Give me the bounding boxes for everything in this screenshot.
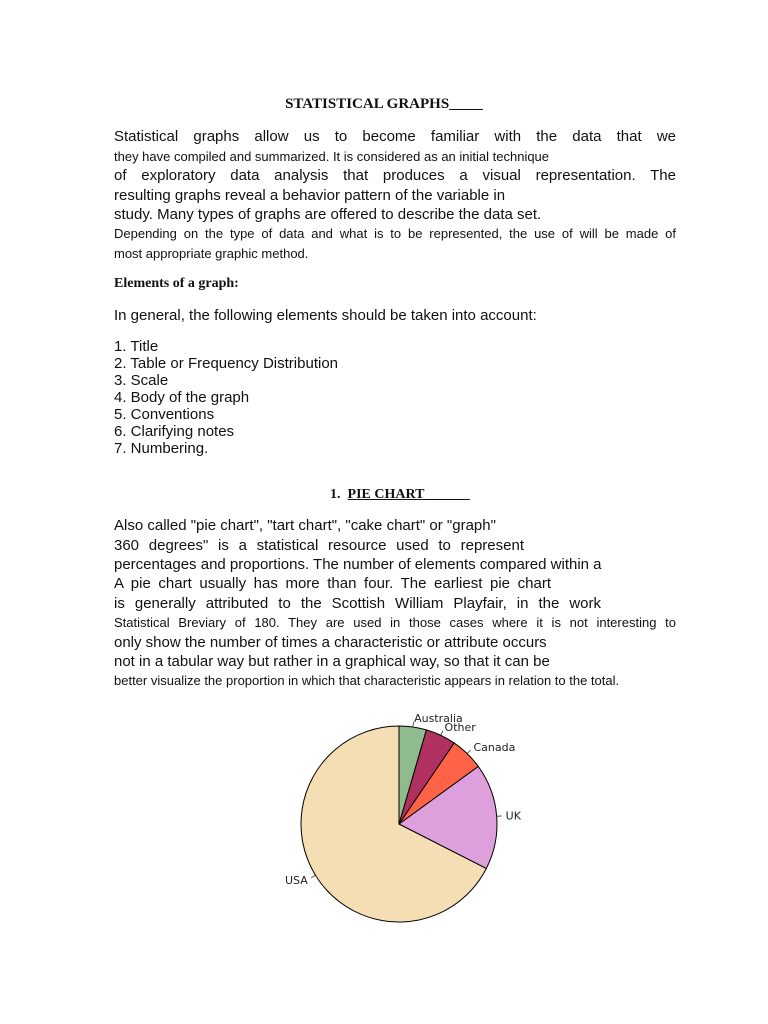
section-line-2: 360 degrees" is a statistical resource used to represent [114, 537, 524, 554]
pie-label-tick [441, 731, 443, 736]
section-line-9: better visualize the proportion in which that characteristic appears in relation to the total. [114, 673, 620, 688]
intro-line-7: most appropriate graphic method. [114, 246, 309, 261]
pie-label-tick [467, 750, 470, 754]
elements-list [114, 338, 338, 457]
section-line-7: only show the number of times a characteristic or attribute occurs [114, 634, 547, 651]
pie-label-tick [311, 875, 315, 878]
section-line-8: not in a tabular way but rather in a graphical way, so that it can be [114, 653, 550, 670]
intro-line-2: they have compiled and summarized. It is considered as an initial technique [114, 149, 550, 164]
section-line-4: A pie chart usually has more than four. The earliest pie chart [114, 575, 551, 592]
intro-line-3: of exploratory data analysis that produces a visual representation. The [114, 167, 676, 184]
section-number: 1. [330, 487, 341, 502]
intro-line-1: Statistical graphs allow us to become familiar with the data that we [114, 128, 676, 145]
pie-label: Other [444, 721, 476, 735]
intro-line-5: study. Many types of graphs are offered to describe the data set. [114, 206, 542, 223]
section-line-3: percentages and proportions. The number of elements compared within a [114, 556, 602, 573]
pie-chart [260, 706, 540, 936]
list-item: 6. Clarifying notes [114, 423, 235, 440]
pie-label: Canada [473, 741, 516, 755]
section-line-5: is generally attributed to the Scottish William Playfair, in the work [114, 595, 601, 612]
section-line-6: Statistical Breviary of 180. They are used in those cases where it is not interesting to [114, 615, 676, 630]
list-item: 5. Conventions [114, 406, 215, 423]
pie-label: Australia [414, 712, 463, 726]
list-item: 3. Scale [114, 372, 169, 389]
list-item: 7. Numbering. [114, 440, 209, 457]
elements-heading: Elements of a graph: [114, 276, 239, 291]
section-line-1: Also called "pie chart", "tart chart", "cake chart" or "graph" [114, 517, 496, 534]
pie-label: USA [285, 873, 308, 887]
pie-label: UK [505, 809, 521, 823]
list-item: 4. Body of the graph [114, 389, 250, 406]
section-title: PIE CHART [347, 487, 425, 502]
page-title: STATISTICAL GRAPHS [285, 96, 450, 112]
section-heading [0, 487, 768, 503]
list-item: 1. Title [114, 338, 159, 355]
elements-intro: In general, the following elements should be taken into account: [114, 307, 537, 324]
intro-line-4: resulting graphs reveal a behavior pattern of the variable in [114, 187, 506, 204]
intro-line-6: Depending on the type of data and what is to be represented, the use of will be made of [114, 226, 676, 241]
list-item: 2. Table or Frequency Distribution [114, 355, 339, 372]
